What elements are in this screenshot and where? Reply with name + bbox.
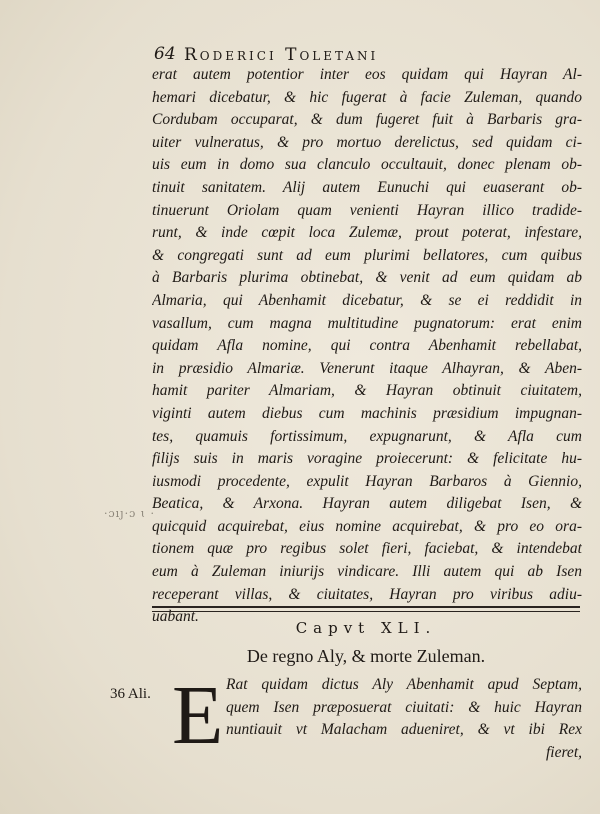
section-rule-thin: [152, 611, 580, 612]
text-line: filijs suis in maris voragine proiecerunt: & felicitate hu-: [152, 450, 582, 468]
text-line: & congregati sunt ad eum plurimi bellatores, cum quibus: [152, 246, 582, 264]
text-line: viginti autem diebus cum machinis præsidium impugnan-: [152, 404, 582, 422]
text-line: vasallum, cum magna multitudine pugnatorum: erat enim: [152, 314, 582, 332]
text-line: iusmodi procedente, expulit Hayran Barbaros à Giennio,: [152, 472, 582, 490]
text-line: Rat quidam dictus Aly Abenhamit apud Septam,: [226, 676, 582, 693]
text-line: Beatica, & Arxona. Hayran autem diligebat Isen, &: [152, 495, 582, 513]
text-line: à Barbaris plurima obtinebat, & venit ad eum quidam ab: [152, 269, 582, 287]
text-line: fieret,: [545, 743, 582, 761]
text-line: receperant villas, & ciuitates, Hayran pro viribus adiu-: [152, 585, 582, 603]
text-line: uabant.: [152, 608, 199, 626]
text-line: Almaria, qui Abenhamit dicebatur, & se ei reddidit in: [152, 291, 582, 309]
chapter-subtitle: De regno Aly, & morte Zuleman.: [246, 646, 486, 666]
text-line: quem Isen præposuerat ciuitati: & huic Hayran: [226, 698, 582, 716]
text-line: eum à Zuleman iniurijs vindicare. Illi autem qui ab Isen: [152, 563, 582, 581]
text-line: erat autem potentior inter eos quidam qui Hayran Al-: [152, 66, 582, 83]
text-line: tinuerunt Oriolam quam venienti Hayran illico tradide-: [152, 201, 582, 219]
running-title: Roderici Toletani: [184, 45, 379, 65]
text-line: tionem quæ pro regibus solet fieri, faciebat, & intendebat: [152, 540, 582, 558]
drop-cap: E: [172, 669, 224, 762]
running-head: [154, 44, 554, 66]
text-line: uis eum in domo sua clanculo occultauit, donec plenam ob-: [152, 156, 582, 174]
text-line: tinuit sanitatem. Alij autem Eunuchi qui euaserant ob-: [152, 178, 582, 196]
page-number: 64: [154, 44, 176, 64]
text-line: nuntiauit vt Malacham adueniret, & vt ibi Rex: [226, 721, 582, 739]
text-line: in præsidio Almariæ. Venerunt itaque Alhayran, & Aben-: [152, 359, 582, 377]
text-line: tes, quamuis fortissimum, expugnarunt, & Afla cum: [152, 427, 582, 445]
chapter-heading: Capvt XLI.: [295, 619, 437, 637]
text-line: quicquid acquirebat, eius nomine acquirebat, & pro eo ora-: [152, 517, 582, 535]
text-line: hamit pariter Almariam, & Hayran obtinuit ciuitatem,: [152, 382, 582, 400]
text-line: uiter vulneratus, & pro mortuo derelictus, sed quidam ci-: [152, 133, 582, 151]
section-rule: [152, 606, 580, 608]
margin-note: 36 Ali.: [110, 686, 151, 702]
text-line: runt, & inde cœpit loca Zulemæ, prout poterat, infestare,: [152, 224, 582, 242]
text-line: quidam Afla nomine, qui contra Abenhamit rebellabat,: [152, 337, 582, 355]
faint-margin-mark: ·ɔıȷ·ɔ ɩ ·: [104, 507, 156, 520]
text-line: Cordubam occuparat, & dum fugeret fuit à Barbaris gra-: [152, 111, 582, 129]
chapter-text: [226, 674, 582, 764]
body-text: [152, 64, 582, 629]
text-line: hemari dicebatur, & hic fugerat à facie Zuleman, quando: [152, 88, 582, 106]
